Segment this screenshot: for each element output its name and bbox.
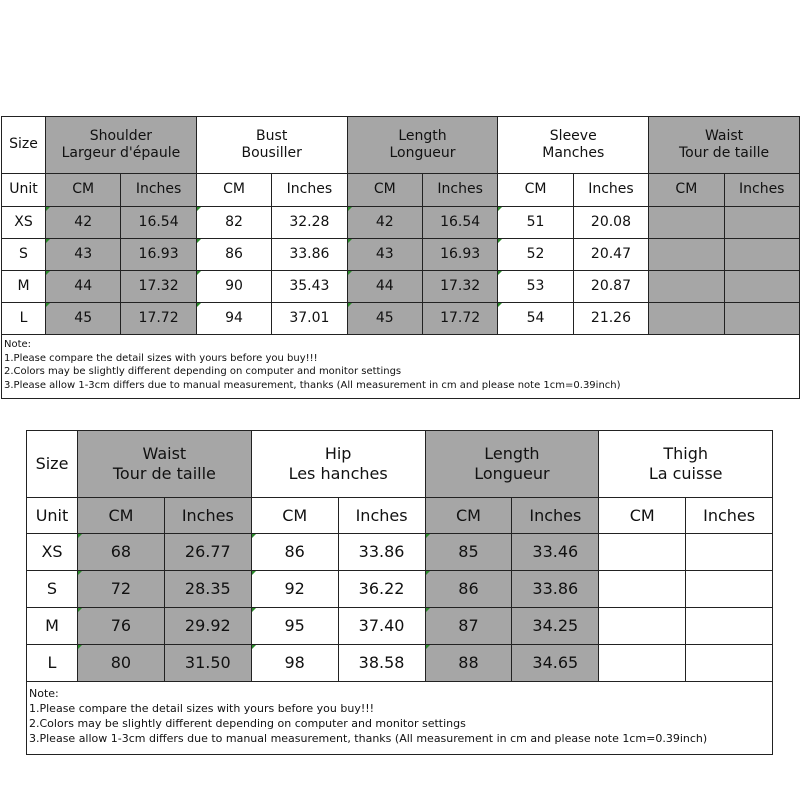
value-cell: 82 — [196, 207, 271, 239]
note-line: 3.Please allow 1-3cm differs due to manual measurement, thanks (All measurement in cm and please note 1cm=0.39inch) — [29, 732, 708, 745]
value-cell — [599, 608, 686, 645]
unit-cm: CM — [196, 174, 271, 207]
value-cell: 20.87 — [573, 271, 648, 303]
size-header: Size — [27, 431, 78, 498]
unit-inches: Inches — [512, 498, 599, 534]
group-label-en: Sleeve — [549, 127, 597, 144]
group-label-fr: Longueur — [474, 464, 550, 483]
group-header — [498, 117, 649, 174]
table-row — [27, 608, 773, 645]
value-cell: 33.46 — [512, 534, 599, 571]
note-line: 3.Please allow 1-3cm differs due to manual measurement, thanks (All measurement in cm and please note 1cm=0.39inch) — [4, 379, 621, 391]
value-cell: 98 — [251, 645, 338, 682]
group-label-fr: Largeur d'épaule — [61, 145, 181, 161]
note-line: 1.Please compare the detail sizes with yours before you buy!!! — [29, 702, 375, 715]
value-cell: 51 — [498, 207, 573, 239]
group-header — [251, 431, 425, 498]
value-cell — [599, 645, 686, 682]
table-row — [2, 271, 800, 303]
value-cell — [649, 239, 724, 271]
value-cell: 17.32 — [121, 271, 196, 303]
value-cell: 31.50 — [164, 645, 251, 682]
value-cell: 45 — [347, 303, 422, 335]
value-cell: 52 — [498, 239, 573, 271]
notes — [27, 682, 773, 755]
value-cell: 33.86 — [272, 239, 347, 271]
value-cell: 36.22 — [338, 571, 425, 608]
size-cell: L — [2, 303, 46, 335]
value-cell: 33.86 — [338, 534, 425, 571]
value-cell: 16.93 — [121, 239, 196, 271]
value-cell: 20.47 — [573, 239, 648, 271]
value-cell: 37.01 — [272, 303, 347, 335]
unit-inches: Inches — [573, 174, 648, 207]
value-cell: 72 — [78, 571, 165, 608]
value-cell: 54 — [498, 303, 573, 335]
unit-inches: Inches — [338, 498, 425, 534]
value-cell: 45 — [46, 303, 121, 335]
value-cell: 44 — [46, 271, 121, 303]
group-label-fr: Longueur — [389, 145, 456, 161]
table-row — [27, 534, 773, 571]
value-cell: 29.92 — [164, 608, 251, 645]
size-cell: S — [27, 571, 78, 608]
note-line: 2.Colors may be slightly different depending on computer and monitor settings — [29, 717, 466, 730]
group-header — [78, 431, 252, 498]
value-cell: 26.77 — [164, 534, 251, 571]
size-cell: XS — [27, 534, 78, 571]
group-header — [347, 117, 498, 174]
value-cell: 38.58 — [338, 645, 425, 682]
table-row — [2, 239, 800, 271]
value-cell: 76 — [78, 608, 165, 645]
value-cell: 94 — [196, 303, 271, 335]
group-label-en: Hip — [324, 444, 352, 463]
value-cell — [686, 645, 773, 682]
value-cell — [649, 207, 724, 239]
value-cell — [686, 534, 773, 571]
value-cell: 86 — [196, 239, 271, 271]
unit-cm: CM — [347, 174, 422, 207]
note-line: Note: — [29, 687, 59, 700]
group-label-en: Waist — [704, 127, 744, 144]
value-cell: 32.28 — [272, 207, 347, 239]
group-label-fr: Tour de taille — [112, 464, 216, 483]
value-cell — [599, 534, 686, 571]
unit-header: Unit — [27, 498, 78, 534]
group-label-fr: Manches — [542, 145, 605, 161]
note-line: Note: — [4, 339, 32, 350]
size-cell: M — [2, 271, 46, 303]
value-cell: 17.72 — [422, 303, 497, 335]
value-cell — [649, 271, 724, 303]
group-label-en: Thigh — [663, 444, 708, 463]
size-chart-bottom — [26, 430, 773, 755]
table-row — [27, 571, 773, 608]
value-cell: 44 — [347, 271, 422, 303]
size-cell: S — [2, 239, 46, 271]
value-cell — [724, 303, 799, 335]
unit-inches: Inches — [686, 498, 773, 534]
unit-cm: CM — [649, 174, 724, 207]
group-header — [649, 117, 800, 174]
value-cell: 21.26 — [573, 303, 648, 335]
value-cell: 16.93 — [422, 239, 497, 271]
unit-cm: CM — [498, 174, 573, 207]
group-label-en: Bust — [256, 127, 288, 144]
value-cell — [599, 571, 686, 608]
value-cell: 17.32 — [422, 271, 497, 303]
value-cell: 43 — [46, 239, 121, 271]
unit-inches: Inches — [121, 174, 196, 207]
value-cell — [686, 608, 773, 645]
value-cell: 35.43 — [272, 271, 347, 303]
value-cell: 53 — [498, 271, 573, 303]
group-header — [46, 117, 197, 174]
value-cell: 90 — [196, 271, 271, 303]
value-cell: 37.40 — [338, 608, 425, 645]
value-cell: 28.35 — [164, 571, 251, 608]
value-cell: 17.72 — [121, 303, 196, 335]
group-label-fr: Les hanches — [288, 464, 388, 483]
group-label-en: Shoulder — [89, 127, 153, 144]
value-cell: 43 — [347, 239, 422, 271]
value-cell: 86 — [425, 571, 512, 608]
unit-inches: Inches — [164, 498, 251, 534]
group-label-fr: Bousiller — [241, 145, 302, 161]
unit-cm: CM — [425, 498, 512, 534]
size-cell: L — [27, 645, 78, 682]
value-cell: 16.54 — [422, 207, 497, 239]
note-line: 1.Please compare the detail sizes with yours before you buy!!! — [4, 352, 318, 364]
value-cell: 34.65 — [512, 645, 599, 682]
unit-inches: Inches — [422, 174, 497, 207]
unit-cm: CM — [599, 498, 686, 534]
value-cell: 88 — [425, 645, 512, 682]
group-label-fr: Tour de taille — [678, 145, 770, 161]
group-label-en: Length — [398, 127, 447, 144]
size-cell: XS — [2, 207, 46, 239]
group-label-en: Length — [484, 444, 540, 463]
note-line: 2.Colors may be slightly different depending on computer and monitor settings — [4, 366, 402, 377]
value-cell: 42 — [46, 207, 121, 239]
group-header — [196, 117, 347, 174]
value-cell: 68 — [78, 534, 165, 571]
value-cell — [649, 303, 724, 335]
size-chart-top — [1, 116, 800, 399]
value-cell: 16.54 — [121, 207, 196, 239]
value-cell: 87 — [425, 608, 512, 645]
value-cell: 20.08 — [573, 207, 648, 239]
unit-inches: Inches — [272, 174, 347, 207]
unit-cm: CM — [46, 174, 121, 207]
table-row — [2, 207, 800, 239]
size-cell: M — [27, 608, 78, 645]
value-cell: 92 — [251, 571, 338, 608]
value-cell: 85 — [425, 534, 512, 571]
table-row — [2, 303, 800, 335]
group-header — [599, 431, 773, 498]
value-cell: 42 — [347, 207, 422, 239]
notes — [2, 335, 800, 399]
value-cell: 86 — [251, 534, 338, 571]
group-header — [425, 431, 599, 498]
value-cell: 34.25 — [512, 608, 599, 645]
value-cell: 80 — [78, 645, 165, 682]
unit-cm: CM — [78, 498, 165, 534]
unit-inches: Inches — [724, 174, 799, 207]
value-cell — [724, 207, 799, 239]
value-cell: 33.86 — [512, 571, 599, 608]
group-label-fr: La cuisse — [648, 464, 723, 483]
unit-header: Unit — [2, 174, 46, 207]
value-cell — [724, 271, 799, 303]
value-cell — [724, 239, 799, 271]
unit-cm: CM — [251, 498, 338, 534]
group-label-en: Waist — [142, 444, 187, 463]
size-header: Size — [2, 117, 46, 174]
value-cell — [686, 571, 773, 608]
value-cell: 95 — [251, 608, 338, 645]
table-row — [27, 645, 773, 682]
